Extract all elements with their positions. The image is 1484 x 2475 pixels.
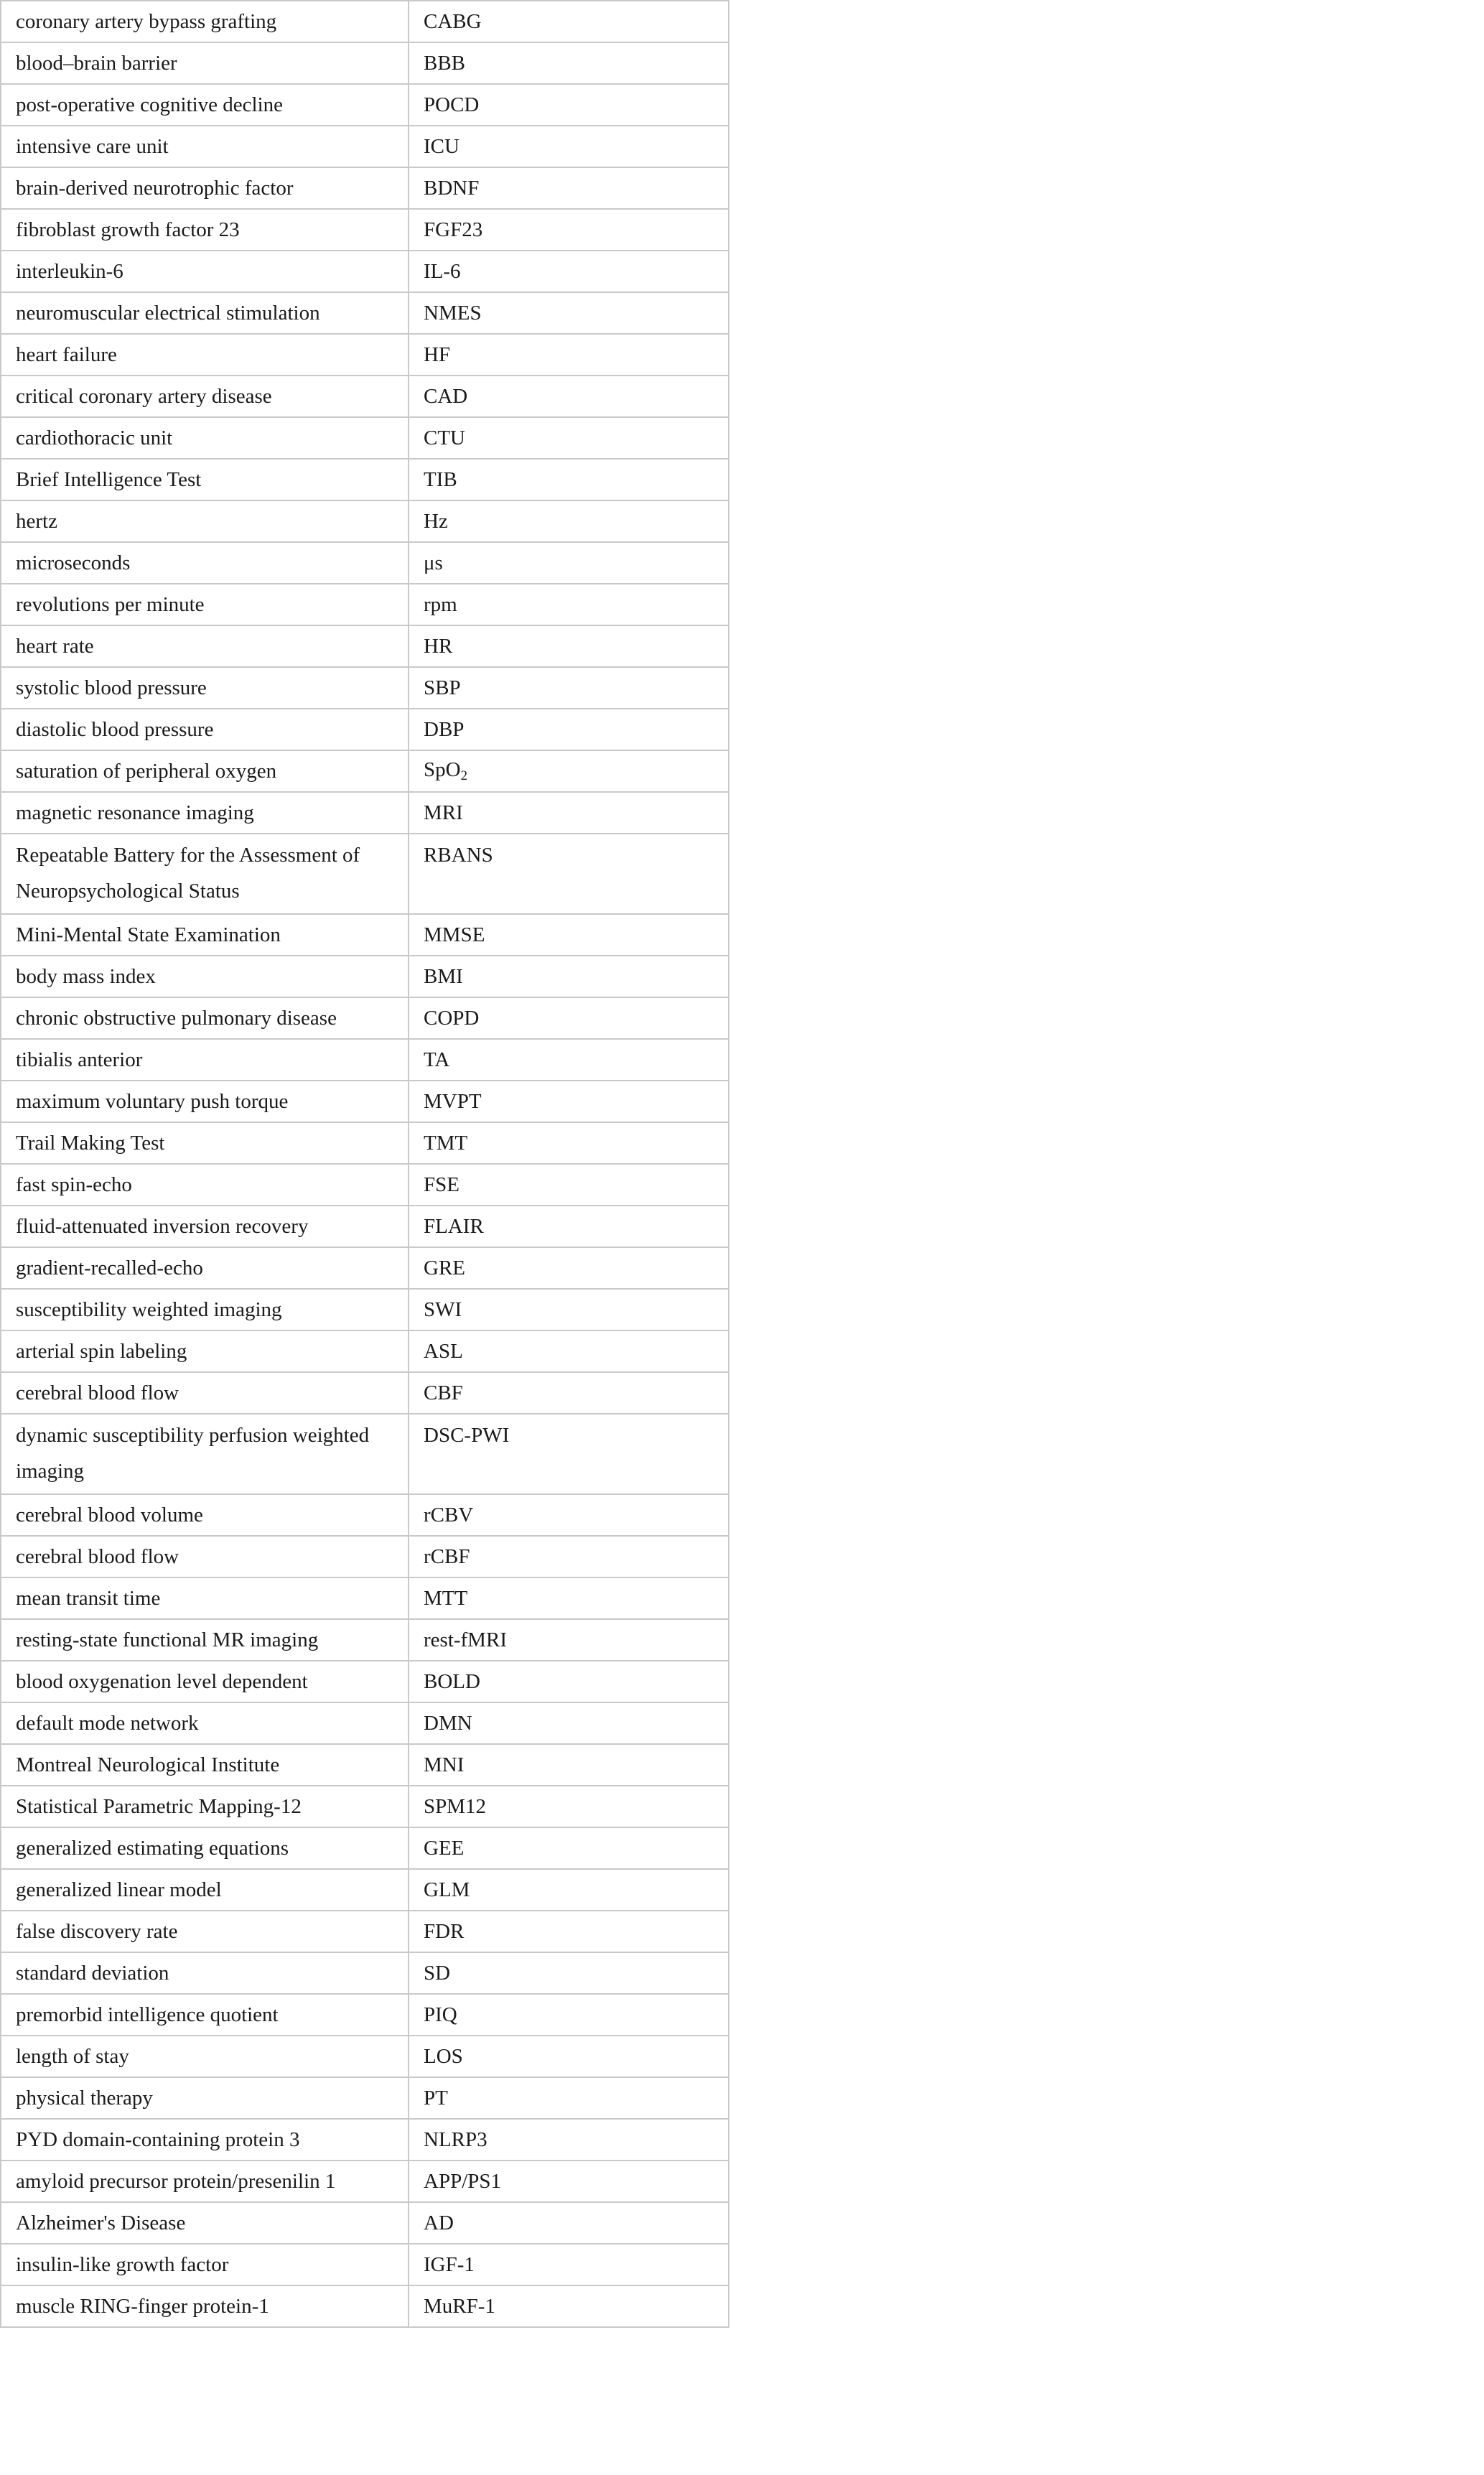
term-cell: critical coronary artery disease (1, 376, 409, 417)
term-cell: false discovery rate (1, 1911, 409, 1952)
table-row (1, 1827, 729, 1869)
abbreviation-cell (409, 1827, 729, 1869)
table-row (1, 1952, 729, 1994)
abbreviation-text: ASL (424, 1340, 463, 1363)
abbreviation-cell (409, 1911, 729, 1952)
term-cell: cerebral blood volume (1, 1494, 409, 1536)
abbreviation-cell (409, 625, 729, 667)
table-row (1, 376, 729, 417)
table-row (1, 1536, 729, 1577)
term-cell: Statistical Parametric Mapping-12 (1, 1786, 409, 1827)
abbreviations-table-body (1, 1, 729, 2327)
abbreviation-text: AD (424, 2211, 454, 2234)
table-row (1, 500, 729, 542)
term-cell: body mass index (1, 956, 409, 997)
abbreviation-text: μs (424, 551, 443, 574)
abbreviation-text: MVPT (424, 1090, 482, 1113)
table-row (1, 1619, 729, 1661)
abbreviation-cell (409, 1577, 729, 1619)
abbreviation-text: MTT (424, 1587, 468, 1610)
table-row (1, 1661, 729, 1702)
abbreviation-cell (409, 1994, 729, 2036)
term-cell: default mode network (1, 1702, 409, 1744)
term-cell: Alzheimer's Disease (1, 2202, 409, 2244)
term-cell: premorbid intelligence quotient (1, 1994, 409, 2036)
table-row (1, 167, 729, 209)
abbreviation-text: rpm (424, 593, 457, 616)
abbreviation-text: MuRF-1 (424, 2295, 495, 2318)
term-cell: fibroblast growth factor 23 (1, 209, 409, 251)
abbreviation-text: CTU (424, 427, 465, 449)
abbreviation-text: MRI (424, 801, 463, 824)
abbreviation-cell (409, 167, 729, 209)
term-cell: fast spin-echo (1, 1164, 409, 1206)
term-cell: cardiothoracic unit (1, 417, 409, 459)
term-cell: arterial spin labeling (1, 1330, 409, 1372)
abbreviation-cell (409, 1702, 729, 1744)
abbreviation-text: RBANS (424, 844, 493, 867)
table-row (1, 584, 729, 625)
term-cell: post-operative cognitive decline (1, 84, 409, 126)
table-row (1, 251, 729, 292)
abbreviation-text: LOS (424, 2045, 463, 2068)
abbreviation-text: HR (424, 635, 453, 658)
abbreviation-cell (409, 1744, 729, 1786)
term-cell: resting-state functional MR imaging (1, 1619, 409, 1661)
abbreviation-cell (409, 1619, 729, 1661)
term-cell: cerebral blood flow (1, 1372, 409, 1414)
table-row (1, 2285, 729, 2327)
abbreviation-text: GEE (424, 1837, 465, 1860)
table-row (1, 1577, 729, 1619)
term-cell: hertz (1, 500, 409, 542)
table-row (1, 1039, 729, 1081)
table-row (1, 2202, 729, 2244)
term-cell: heart failure (1, 334, 409, 376)
abbreviation-cell (409, 2036, 729, 2077)
table-row (1, 667, 729, 709)
abbreviation-cell (409, 834, 729, 914)
term-cell: interleukin-6 (1, 251, 409, 292)
abbreviation-cell (409, 2285, 729, 2327)
abbreviation-cell (409, 459, 729, 500)
table-row (1, 1372, 729, 1414)
abbreviation-text: MNI (424, 1753, 465, 1776)
abbreviation-text: FGF23 (424, 218, 483, 241)
abbreviation-text: HF (424, 343, 451, 366)
term-cell: Mini-Mental State Examination (1, 914, 409, 956)
table-row (1, 1330, 729, 1372)
table-row (1, 2036, 729, 2077)
abbreviation-cell (409, 209, 729, 251)
table-row (1, 126, 729, 167)
table-row (1, 542, 729, 584)
table-row (1, 1247, 729, 1289)
table-row (1, 1081, 729, 1122)
table-row (1, 1744, 729, 1786)
abbreviation-text: SPM12 (424, 1795, 487, 1818)
table-row (1, 1414, 729, 1494)
term-cell: Repeatable Battery for the Assessment of Neuropsychological Status (1, 834, 409, 914)
abbreviation-text: FLAIR (424, 1215, 484, 1238)
abbreviation-cell (409, 2077, 729, 2119)
term-cell: magnetic resonance imaging (1, 792, 409, 834)
term-cell: Trail Making Test (1, 1122, 409, 1164)
table-row (1, 1, 729, 42)
abbreviation-cell (409, 914, 729, 956)
term-cell: saturation of peripheral oxygen (1, 750, 409, 792)
table-row (1, 1994, 729, 2036)
abbreviation-cell (409, 1494, 729, 1536)
term-cell: maximum voluntary push torque (1, 1081, 409, 1122)
term-cell: blood–brain barrier (1, 42, 409, 84)
term-cell: systolic blood pressure (1, 667, 409, 709)
abbreviation-text: BOLD (424, 1670, 480, 1693)
term-cell: tibialis anterior (1, 1039, 409, 1081)
abbreviation-cell (409, 1, 729, 42)
abbreviation-text: GRE (424, 1257, 465, 1280)
abbreviations-table (0, 0, 729, 2328)
abbreviation-text: PT (424, 2087, 448, 2110)
table-row (1, 2077, 729, 2119)
term-cell: length of stay (1, 2036, 409, 2077)
abbreviation-cell (409, 542, 729, 584)
abbreviation-text: COPD (424, 1007, 480, 1030)
table-row (1, 1289, 729, 1330)
abbreviation-text: BBB (424, 52, 466, 75)
abbreviation-cell (409, 2119, 729, 2161)
term-cell: physical therapy (1, 2077, 409, 2119)
table-row (1, 1911, 729, 1952)
table-row (1, 2161, 729, 2202)
term-cell: Brief Intelligence Test (1, 459, 409, 500)
abbreviation-text: FDR (424, 1920, 465, 1943)
abbreviation-text: CAD (424, 385, 468, 408)
table-row (1, 209, 729, 251)
table-row (1, 1869, 729, 1911)
table-row (1, 459, 729, 500)
term-cell: mean transit time (1, 1577, 409, 1619)
table-row (1, 1164, 729, 1206)
abbreviation-cell (409, 1247, 729, 1289)
abbreviation-text: rest-fMRI (424, 1628, 507, 1651)
abbreviation-cell (409, 126, 729, 167)
abbreviation-cell (409, 1330, 729, 1372)
term-cell: muscle RING-finger protein-1 (1, 2285, 409, 2327)
abbreviation-text: CABG (424, 10, 482, 33)
term-cell: standard deviation (1, 1952, 409, 1994)
term-cell: gradient-recalled-echo (1, 1247, 409, 1289)
abbreviation-text: DBP (424, 718, 465, 741)
term-cell: PYD domain-containing protein 3 (1, 2119, 409, 2161)
table-row (1, 834, 729, 914)
abbreviation-cell (409, 84, 729, 126)
term-cell: coronary artery bypass grafting (1, 1, 409, 42)
term-cell: fluid-attenuated inversion recovery (1, 1206, 409, 1247)
term-cell: intensive care unit (1, 126, 409, 167)
abbreviation-text: NLRP3 (424, 2128, 487, 2151)
term-cell: susceptibility weighted imaging (1, 1289, 409, 1330)
table-row (1, 292, 729, 334)
abbreviation-cell (409, 584, 729, 625)
term-cell: revolutions per minute (1, 584, 409, 625)
abbreviation-text: rCBF (424, 1545, 470, 1568)
abbreviation-cell (409, 1039, 729, 1081)
abbreviation-cell (409, 1122, 729, 1164)
term-cell: amyloid precursor protein/presenilin 1 (1, 2161, 409, 2202)
abbreviation-cell (409, 1164, 729, 1206)
term-cell: heart rate (1, 625, 409, 667)
abbreviation-cell (409, 750, 729, 792)
abbreviation-cell (409, 334, 729, 376)
abbreviation-text: IGF-1 (424, 2253, 475, 2276)
abbreviation-cell (409, 251, 729, 292)
abbreviation-text: IL-6 (424, 260, 461, 283)
abbreviation-cell (409, 417, 729, 459)
abbreviation-cell (409, 500, 729, 542)
abbreviation-text: FSE (424, 1173, 459, 1196)
term-cell: diastolic blood pressure (1, 709, 409, 750)
abbreviation-text: CBF (424, 1381, 463, 1404)
table-row (1, 709, 729, 750)
abbreviation-cell (409, 1206, 729, 1247)
table-row (1, 2244, 729, 2285)
abbreviation-cell (409, 1536, 729, 1577)
abbreviation-text: SpO (424, 758, 461, 781)
abbreviation-cell (409, 42, 729, 84)
abbreviation-cell (409, 1289, 729, 1330)
term-cell: microseconds (1, 542, 409, 584)
table-row (1, 997, 729, 1039)
abbreviation-text: SBP (424, 676, 461, 699)
abbreviation-cell (409, 1372, 729, 1414)
table-row (1, 792, 729, 834)
abbreviation-cell (409, 667, 729, 709)
abbreviation-text: TIB (424, 468, 457, 491)
abbreviation-text: SD (424, 1962, 451, 1985)
abbreviation-text: TMT (424, 1132, 468, 1155)
abbreviation-text: POCD (424, 93, 480, 116)
term-cell: insulin-like growth factor (1, 2244, 409, 2285)
abbreviation-cell (409, 709, 729, 750)
table-row (1, 42, 729, 84)
table-row (1, 334, 729, 376)
abbreviation-cell (409, 1414, 729, 1494)
abbreviation-text: GLM (424, 1878, 470, 1901)
term-cell: generalized estimating equations (1, 1827, 409, 1869)
table-row (1, 1206, 729, 1247)
table-row (1, 1786, 729, 1827)
abbreviation-text: PIQ (424, 2003, 457, 2026)
abbreviation-cell (409, 2161, 729, 2202)
abbreviation-cell (409, 1661, 729, 1702)
term-cell: generalized linear model (1, 1869, 409, 1911)
abbreviation-cell (409, 2244, 729, 2285)
abbreviation-cell (409, 292, 729, 334)
abbreviation-cell (409, 792, 729, 834)
abbreviation-text: BDNF (424, 177, 480, 200)
abbreviation-text: MMSE (424, 923, 485, 946)
abbreviation-text: Hz (424, 510, 448, 533)
abbreviation-cell (409, 956, 729, 997)
abbreviation-text: BMI (424, 965, 463, 988)
table-row (1, 750, 729, 792)
abbreviation-cell (409, 1081, 729, 1122)
abbreviation-cell (409, 376, 729, 417)
table-row (1, 1494, 729, 1536)
abbreviation-text: APP/PS1 (424, 2170, 502, 2193)
table-row (1, 914, 729, 956)
abbreviation-cell (409, 1952, 729, 1994)
abbreviation-subscript: 2 (460, 768, 467, 783)
abbreviation-text: rCBV (424, 1504, 474, 1527)
term-cell: brain-derived neurotrophic factor (1, 167, 409, 209)
table-row (1, 2119, 729, 2161)
abbreviation-text: NMES (424, 302, 482, 325)
abbreviation-text: DMN (424, 1712, 472, 1735)
table-row (1, 625, 729, 667)
abbreviation-cell (409, 1869, 729, 1911)
table-row (1, 417, 729, 459)
table-row (1, 1702, 729, 1744)
table-row (1, 1122, 729, 1164)
abbreviation-cell (409, 1786, 729, 1827)
table-row (1, 84, 729, 126)
table-row (1, 956, 729, 997)
abbreviation-text: ICU (424, 135, 459, 158)
term-cell: dynamic susceptibility perfusion weighted imaging (1, 1414, 409, 1494)
term-cell: chronic obstructive pulmonary disease (1, 997, 409, 1039)
abbreviation-text: TA (424, 1048, 450, 1071)
term-cell: blood oxygenation level dependent (1, 1661, 409, 1702)
term-cell: neuromuscular electrical stimulation (1, 292, 409, 334)
term-cell: Montreal Neurological Institute (1, 1744, 409, 1786)
abbreviation-cell (409, 2202, 729, 2244)
abbreviation-text: DSC-PWI (424, 1424, 510, 1447)
abbreviation-text: SWI (424, 1298, 462, 1321)
abbreviation-cell (409, 997, 729, 1039)
term-cell: cerebral blood flow (1, 1536, 409, 1577)
